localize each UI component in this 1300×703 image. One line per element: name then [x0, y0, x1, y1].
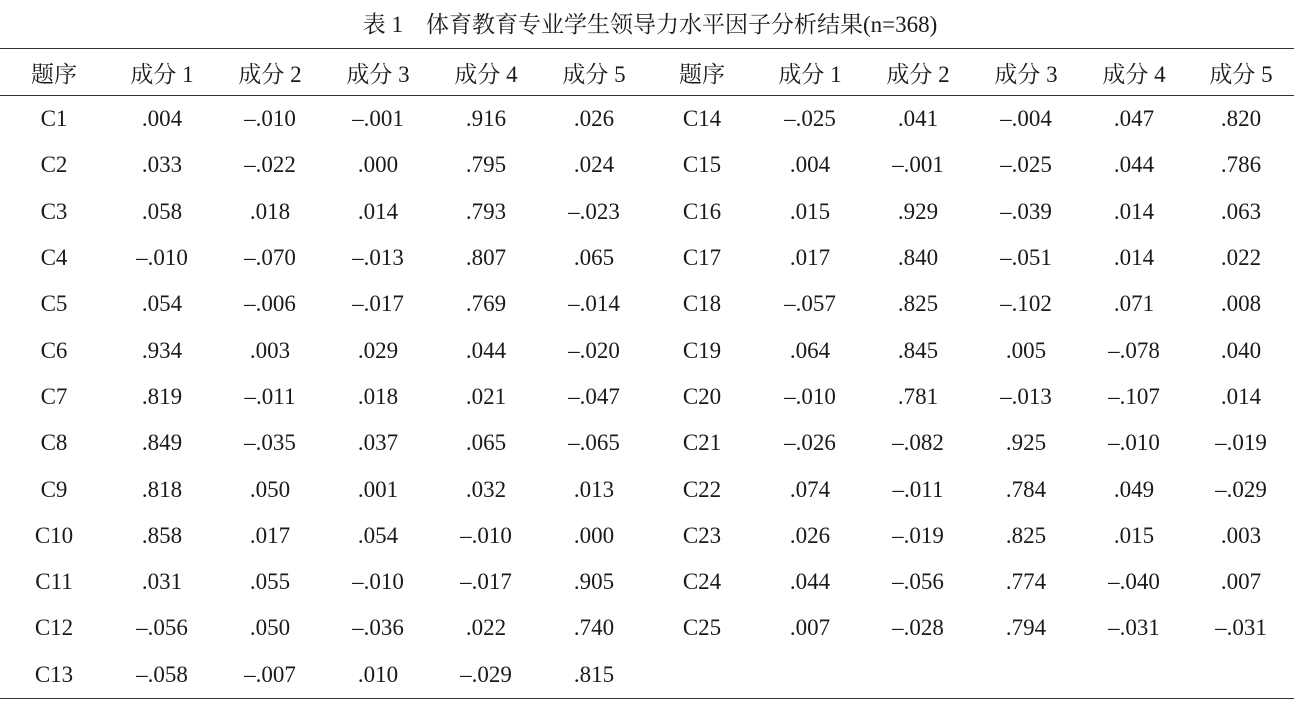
loading-cell: –.047: [568, 383, 620, 409]
loading-cell: .021: [465, 383, 507, 409]
loading-cell: .041: [897, 106, 939, 132]
item-id-cell: C21: [682, 430, 722, 456]
loading-cell: .017: [789, 245, 831, 271]
loading-cell: .819: [141, 383, 183, 409]
loading-cell: .929: [897, 198, 939, 224]
item-id-cell: C20: [682, 383, 722, 409]
loading-cell: –.020: [568, 337, 620, 363]
loading-cell: .074: [789, 476, 831, 502]
loading-cell: .916: [465, 106, 507, 132]
item-id-cell: C18: [682, 291, 722, 317]
loading-cell: –.010: [136, 245, 188, 271]
loading-cell: –.006: [244, 291, 296, 317]
loading-cell: –.010: [460, 522, 512, 548]
item-id-cell: C11: [35, 569, 73, 595]
loading-cell: .740: [573, 615, 615, 641]
item-id-cell: C15: [682, 152, 722, 178]
loading-cell: –.036: [352, 615, 404, 641]
item-id-cell: C5: [40, 291, 68, 317]
loading-cell: .018: [357, 383, 399, 409]
table-row: [0, 96, 1294, 143]
loading-cell: .003: [1220, 522, 1262, 548]
loading-cell: .905: [573, 569, 615, 595]
loading-cell: .015: [1113, 522, 1155, 548]
column-header: 成分 5: [1188, 49, 1294, 96]
loading-cell: –.019: [1215, 430, 1267, 456]
loading-cell: .000: [573, 522, 615, 548]
loading-cell: –.025: [1000, 152, 1052, 178]
item-id-cell: [648, 652, 756, 699]
column-header: 成分 1: [756, 49, 864, 96]
loading-cell: .037: [357, 430, 399, 456]
loading-cell: .049: [1113, 476, 1155, 502]
loading-cell: .769: [465, 291, 507, 317]
loading-cell: .007: [789, 615, 831, 641]
loading-cell: –.082: [892, 430, 944, 456]
loading-cell: .071: [1113, 291, 1155, 317]
loading-cell: .840: [897, 245, 939, 271]
loading-cell: –.029: [1215, 476, 1267, 502]
column-header: 成分 3: [324, 49, 432, 96]
loading-cell: .004: [141, 106, 183, 132]
item-id-cell: C9: [40, 476, 68, 502]
table-row: [0, 374, 1294, 420]
loading-cell: .005: [1005, 337, 1047, 363]
item-id-cell: C2: [40, 152, 68, 178]
loading-cell: .000: [357, 152, 399, 178]
loading-cell: .050: [249, 615, 291, 641]
loading-cell: .784: [1005, 476, 1047, 502]
factor-analysis-table: [0, 48, 1294, 699]
table-row: [0, 605, 1294, 651]
loading-cell: .015: [789, 198, 831, 224]
item-id-cell: C13: [0, 652, 108, 699]
loading-cell: [864, 652, 972, 699]
loading-cell: .044: [465, 337, 507, 363]
loading-cell: –.102: [1000, 291, 1052, 317]
loading-cell: –.001: [352, 106, 404, 132]
loading-cell: .786: [1220, 152, 1262, 178]
loading-cell: .040: [1220, 337, 1262, 363]
loading-cell: .858: [141, 522, 183, 548]
loading-cell: –.007: [216, 652, 324, 699]
column-header: 成分 2: [864, 49, 972, 96]
table-caption: 表 1 体育教育专业学生领导力水平因子分析结果(n=368): [362, 12, 938, 37]
loading-cell: .064: [789, 337, 831, 363]
item-id-cell: C14: [682, 106, 722, 132]
loading-cell: .818: [141, 476, 183, 502]
loading-cell: –.058: [108, 652, 216, 699]
loading-cell: .050: [249, 476, 291, 502]
loading-cell: –.056: [136, 615, 188, 641]
loading-cell: –.004: [1000, 106, 1052, 132]
column-header: 成分 3: [972, 49, 1080, 96]
loading-cell: –.031: [1215, 615, 1267, 641]
item-id-cell: C19: [682, 337, 722, 363]
loading-cell: .014: [357, 198, 399, 224]
loading-cell: .024: [573, 152, 615, 178]
loading-cell: –.065: [568, 430, 620, 456]
loading-cell: .047: [1113, 106, 1155, 132]
table-row: [0, 142, 1294, 188]
table-row: [0, 513, 1294, 559]
item-id-cell: C1: [40, 106, 68, 132]
loading-cell: –.028: [892, 615, 944, 641]
loading-cell: .058: [141, 198, 183, 224]
loading-cell: .026: [573, 106, 615, 132]
table-row: [0, 235, 1294, 281]
loading-cell: .017: [249, 522, 291, 548]
item-id-cell: C22: [682, 476, 722, 502]
loading-cell: .825: [1005, 522, 1047, 548]
loading-cell: .031: [141, 569, 183, 595]
loading-cell: –.039: [1000, 198, 1052, 224]
table-row: [0, 420, 1294, 466]
loading-cell: –.056: [892, 569, 944, 595]
loading-cell: .032: [465, 476, 507, 502]
column-header: 成分 1: [108, 49, 216, 96]
item-id-cell: C3: [40, 198, 68, 224]
item-id-cell: C12: [34, 615, 74, 641]
loading-cell: .795: [465, 152, 507, 178]
loading-cell: –.078: [1108, 337, 1160, 363]
loading-cell: –.057: [784, 291, 836, 317]
loading-cell: .044: [1113, 152, 1155, 178]
loading-cell: –.023: [568, 198, 620, 224]
loading-cell: –.107: [1108, 383, 1160, 409]
loading-cell: .934: [141, 337, 183, 363]
loading-cell: .003: [249, 337, 291, 363]
loading-cell: –.017: [352, 291, 404, 317]
loading-cell: –.010: [244, 106, 296, 132]
loading-cell: .022: [1220, 245, 1262, 271]
loading-cell: .793: [465, 198, 507, 224]
loading-cell: –.010: [784, 383, 836, 409]
loading-cell: –.011: [244, 383, 296, 409]
table-row: [0, 189, 1294, 235]
loading-cell: –.031: [1108, 615, 1160, 641]
loading-cell: .014: [1113, 245, 1155, 271]
loading-cell: [1188, 652, 1294, 699]
loading-cell: .794: [1005, 615, 1047, 641]
loading-cell: .014: [1113, 198, 1155, 224]
loading-cell: .807: [465, 245, 507, 271]
loading-cell: .054: [141, 291, 183, 317]
loading-cell: –.035: [244, 430, 296, 456]
column-header: 成分 5: [540, 49, 648, 96]
loading-cell: –.029: [432, 652, 540, 699]
loading-cell: .018: [249, 198, 291, 224]
loading-cell: –.001: [892, 152, 944, 178]
item-id-cell: C10: [34, 522, 74, 548]
loading-cell: .010: [324, 652, 432, 699]
loading-cell: –.013: [1000, 383, 1052, 409]
item-id-cell: C24: [682, 569, 722, 595]
loading-cell: .022: [465, 615, 507, 641]
loading-cell: .781: [897, 383, 939, 409]
column-header: 题序: [648, 49, 756, 96]
loading-cell: –.013: [352, 245, 404, 271]
item-id-cell: C25: [682, 615, 722, 641]
loading-cell: –.022: [244, 152, 296, 178]
loading-cell: –.019: [892, 522, 944, 548]
column-header: 成分 4: [1080, 49, 1188, 96]
loading-cell: –.051: [1000, 245, 1052, 271]
table-header-row: [0, 49, 1294, 96]
loading-cell: .013: [573, 476, 615, 502]
loading-cell: –.025: [784, 106, 836, 132]
column-header: 题序: [0, 49, 108, 96]
loading-cell: –.010: [352, 569, 404, 595]
loading-cell: .055: [249, 569, 291, 595]
loading-cell: –.070: [244, 245, 296, 271]
loading-cell: .004: [789, 152, 831, 178]
loading-cell: .044: [789, 569, 831, 595]
item-id-cell: C7: [40, 383, 68, 409]
loading-cell: .029: [357, 337, 399, 363]
loading-cell: [756, 652, 864, 699]
item-id-cell: C23: [682, 522, 722, 548]
table-row: [0, 281, 1294, 327]
loading-cell: .014: [1220, 383, 1262, 409]
column-header: 成分 4: [432, 49, 540, 96]
table-body: [0, 96, 1294, 699]
column-header: 成分 2: [216, 49, 324, 96]
loading-cell: .925: [1005, 430, 1047, 456]
item-id-cell: C6: [40, 337, 68, 363]
loading-cell: –.017: [460, 569, 512, 595]
loading-cell: .065: [573, 245, 615, 271]
loading-cell: .001: [357, 476, 399, 502]
table-row: [0, 327, 1294, 373]
loading-cell: .008: [1220, 291, 1262, 317]
item-id-cell: C4: [40, 245, 68, 271]
loading-cell: .845: [897, 337, 939, 363]
loading-cell: .007: [1220, 569, 1262, 595]
loading-cell: .820: [1220, 106, 1262, 132]
loading-cell: –.011: [892, 476, 944, 502]
loading-cell: .815: [540, 652, 648, 699]
table-row: [0, 652, 1294, 699]
table-row: [0, 466, 1294, 512]
loading-cell: –.026: [784, 430, 836, 456]
loading-cell: .033: [141, 152, 183, 178]
item-id-cell: C8: [40, 430, 68, 456]
loading-cell: .054: [357, 522, 399, 548]
loading-cell: [972, 652, 1080, 699]
loading-cell: .825: [897, 291, 939, 317]
loading-cell: –.040: [1108, 569, 1160, 595]
loading-cell: .849: [141, 430, 183, 456]
loading-cell: [1080, 652, 1188, 699]
loading-cell: .026: [789, 522, 831, 548]
table-row: [0, 559, 1294, 605]
loading-cell: .774: [1005, 569, 1047, 595]
item-id-cell: C17: [682, 245, 722, 271]
item-id-cell: C16: [682, 198, 722, 224]
loading-cell: –.010: [1108, 430, 1160, 456]
loading-cell: –.014: [568, 291, 620, 317]
loading-cell: .063: [1220, 198, 1262, 224]
loading-cell: .065: [465, 430, 507, 456]
